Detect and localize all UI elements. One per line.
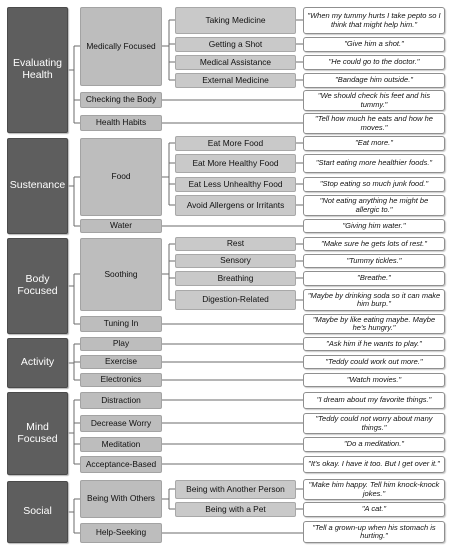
quote-health-habits: "Tell how much he eats and how he moves.": [303, 113, 445, 134]
quote-being-with-a-pet: "A cat.": [303, 502, 445, 517]
strategy-medical-assistance: Medical Assistance: [175, 55, 296, 70]
quote-being-with-another-person: "Make him happy. Tell him knock-knock jokes.": [303, 479, 445, 500]
category-mind-focused: Mind Focused: [7, 392, 68, 475]
quote-distraction: "I dream about my favorite things.": [303, 392, 445, 409]
strategy-getting-a-shot: Getting a Shot: [175, 37, 296, 52]
quote-electronics: "Watch movies.": [303, 373, 445, 387]
strategy-eat-more-food: Eat More Food: [175, 136, 296, 151]
quote-checking-the-body: "We should check his feet and his tummy.": [303, 90, 445, 111]
subcategory-tuning-in: Tuning In: [80, 316, 162, 332]
quote-sensory: "Tummy tickles.": [303, 254, 445, 268]
strategy-sensory: Sensory: [175, 254, 296, 268]
quote-eat-more-food: "Eat more.": [303, 136, 445, 151]
strategy-external-medicine: External Medicine: [175, 73, 296, 88]
quote-play: "Ask him if he wants to play.": [303, 337, 445, 351]
strategy-eat-more-healthy-food: Eat More Healthy Food: [175, 154, 296, 173]
subcategory-electronics: Electronics: [80, 373, 162, 387]
subcategory-being-with-others: Being With Others: [80, 480, 162, 518]
quote-medical-assistance: "He could go to the doctor.": [303, 55, 445, 70]
quote-water: "Giving him water.": [303, 219, 445, 233]
subcategory-decrease-worry: Decrease Worry: [80, 415, 162, 432]
quote-eat-less-unhealthy-food: "Stop eating so much junk food.": [303, 177, 445, 192]
quote-external-medicine: "Bandage him outside.": [303, 73, 445, 88]
quote-avoid-allergens: "Not eating anything he might be allergic to.": [303, 195, 445, 216]
quote-eat-more-healthy-food: "Start eating more healthier foods.": [303, 154, 445, 173]
quote-decrease-worry: "Teddy could not worry about many things.": [303, 413, 445, 434]
strategy-breathing: Breathing: [175, 271, 296, 286]
category-activity: Activity: [7, 338, 68, 388]
subcategory-distraction: Distraction: [80, 392, 162, 409]
quote-help-seeking: "Tell a grown-up when his stomach is hurting.": [303, 521, 445, 543]
strategy-digestion-related: Digestion-Related: [175, 290, 296, 310]
strategy-being-with-a-pet: Being with a Pet: [175, 502, 296, 517]
subcategory-help-seeking: Help-Seeking: [80, 523, 162, 543]
category-body-focused: Body Focused: [7, 238, 68, 334]
quote-breathing: "Breathe.": [303, 271, 445, 286]
strategy-rest: Rest: [175, 237, 296, 251]
category-evaluating-health: Evaluating Health: [7, 7, 68, 133]
subcategory-soothing: Soothing: [80, 238, 162, 311]
subcategory-meditation: Meditation: [80, 437, 162, 452]
quote-rest: "Make sure he gets lots of rest.": [303, 237, 445, 251]
strategy-being-with-another-person: Being with Another Person: [175, 480, 296, 499]
quote-getting-a-shot: "Give him a shot.": [303, 37, 445, 52]
category-sustenance: Sustenance: [7, 138, 68, 234]
quote-taking-medicine: "When my tummy hurts I take pepto so I think that might help him.": [303, 7, 445, 34]
subcategory-water: Water: [80, 219, 162, 233]
quote-digestion-related: "Maybe by drinking soda so it can make him burp.": [303, 289, 445, 311]
quote-meditation: "Do a meditation.": [303, 437, 445, 452]
subcategory-health-habits: Health Habits: [80, 115, 162, 131]
strategy-eat-less-unhealthy-food: Eat Less Unhealthy Food: [175, 177, 296, 192]
subcategory-medically-focused: Medically Focused: [80, 7, 162, 86]
subcategory-play: Play: [80, 337, 162, 351]
category-social: Social: [7, 481, 68, 543]
quote-tuning-in: "Maybe by like eating maybe. Maybe he's hungry.": [303, 314, 445, 334]
quote-acceptance-based: "It's okay. I have it too. But I get over it.": [303, 456, 445, 473]
strategy-avoid-allergens: Avoid Allergens or Irritants: [175, 195, 296, 216]
quote-exercise: "Teddy could work out more.": [303, 355, 445, 369]
subcategory-checking-the-body: Checking the Body: [80, 92, 162, 108]
subcategory-acceptance-based: Acceptance-Based: [80, 456, 162, 473]
subcategory-food: Food: [80, 138, 162, 216]
strategy-taking-medicine: Taking Medicine: [175, 7, 296, 34]
subcategory-exercise: Exercise: [80, 355, 162, 369]
